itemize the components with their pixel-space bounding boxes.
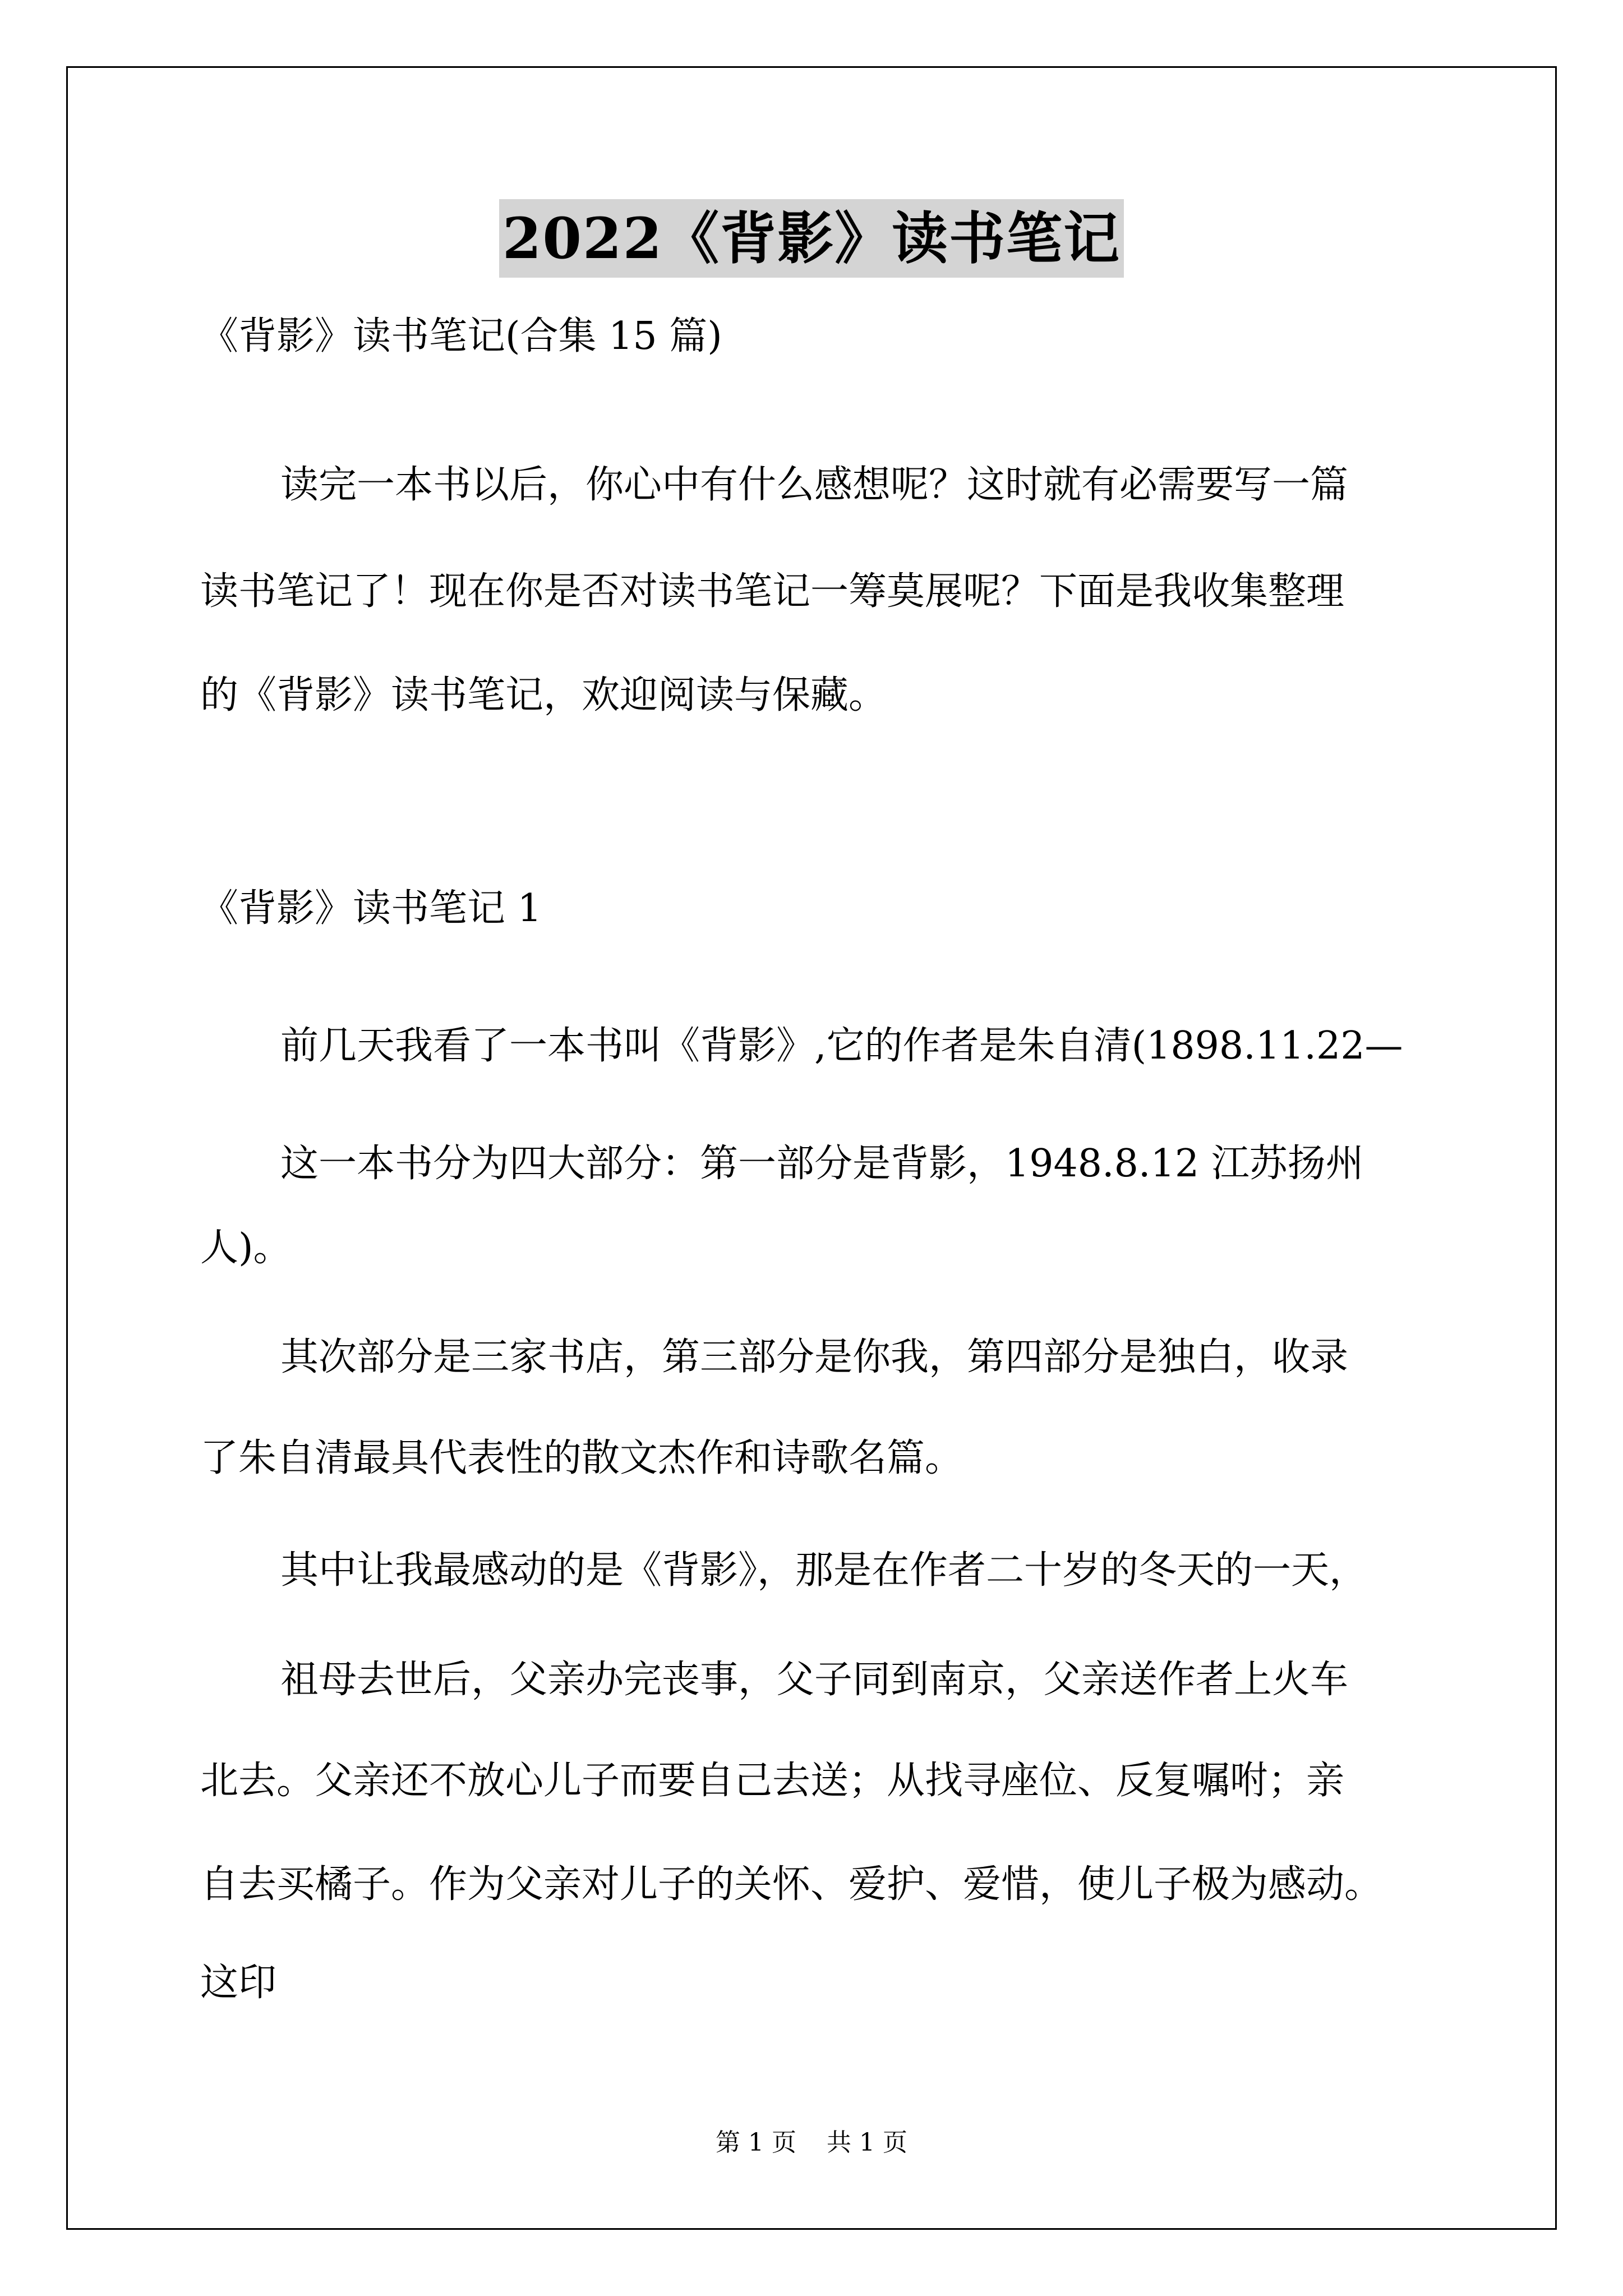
page-number-total: 共 1 页	[827, 2128, 907, 2157]
document-subtitle: 《背影》读书笔记(合集 15 篇)	[200, 314, 722, 358]
intro-line-3: 的《背影》读书笔记，欢迎阅读与保藏。	[200, 673, 887, 717]
intro-line-2: 读书笔记了！现在你是否对读书笔记一筹莫展呢？下面是我收集整理	[200, 569, 1345, 614]
intro-line-1: 读完一本书以后，你心中有什么感想呢？这时就有必需要写一篇	[280, 463, 1349, 507]
page-footer	[0, 2126, 1623, 2160]
body-line-8: 北去。父亲还不放心儿子而要自己去送；从找寻座位、反复嘱咐；亲	[200, 1759, 1345, 1803]
body-line-5: 了朱自清最具代表性的散文杰作和诗歌名篇。	[200, 1436, 963, 1480]
body-line-10: 这印	[200, 1961, 277, 2005]
title-container	[0, 199, 1623, 278]
body-line-4: 其次部分是三家书店，第三部分是你我，第四部分是独白，收录	[280, 1335, 1349, 1379]
document-title: 2022《背影》读书笔记	[499, 199, 1124, 278]
body-line-3: 人)。	[200, 1226, 292, 1270]
body-line-7: 祖母去世后，父亲办完丧事，父子同到南京，父亲送作者上火车	[280, 1658, 1349, 1702]
body-line-2: 这一本书分为四大部分：第一部分是背影，1948.8.12 江苏扬州	[280, 1142, 1364, 1186]
page-number-current: 第 1 页	[716, 2128, 796, 2157]
body-line-1: 前几天我看了一本书叫《背影》,它的作者是朱自清(1898.11.22—	[280, 1024, 1403, 1068]
body-line-6: 其中让我最感动的是《背影》，那是在作者二十岁的冬天的一天，	[280, 1548, 1368, 1593]
section-heading: 《背影》读书笔记 1	[200, 886, 542, 931]
body-line-9: 自去买橘子。作为父亲对儿子的关怀、爱护、爱惜，使儿子极为感动。	[200, 1862, 1383, 1907]
